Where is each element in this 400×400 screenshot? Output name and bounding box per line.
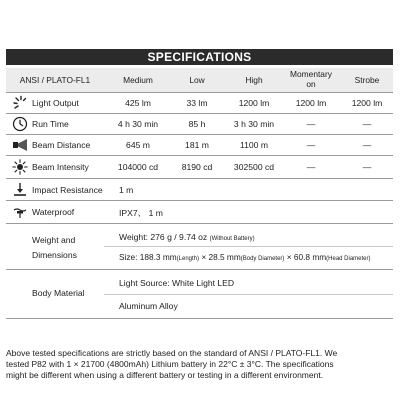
weight-line (119, 232, 255, 242)
header-standard: ANSI / PLATO-FL1 (19, 75, 91, 85)
clock-icon (12, 116, 28, 132)
footnote-line: might be different when using a different battery or testing in a different environment. (6, 370, 324, 380)
footnote-line: tested P82 with 1 × 21700 (4800mAh) Lithium battery in 22°C ± 3°C. The specifications (6, 359, 334, 369)
footnote-line: Above tested specifications are strictly based on the standard of ANSI / PLATO-FL1. We (6, 348, 338, 358)
value-cell: 1200 lm (238, 98, 270, 108)
row-beam-intensity (6, 156, 393, 178)
value-cell: 85 h (188, 119, 206, 129)
value-cell: 1200 lm (351, 98, 383, 108)
row-waterproof (6, 201, 393, 223)
size-head: × 60.8 mm (284, 252, 327, 262)
value-cell: 1200 lm (295, 98, 327, 108)
label-beam-distance: Beam Distance (32, 140, 91, 150)
size-line (119, 252, 371, 262)
value-cell: 645 m (126, 140, 150, 150)
label-light-output: Light Output (32, 98, 79, 108)
row-impact-resistance (6, 179, 393, 200)
divider (6, 318, 393, 319)
value-cell: 1100 m (239, 140, 269, 150)
size-length: Size: 188.3 mm (119, 252, 177, 262)
length-note: (Length) (176, 256, 200, 262)
value-cell: — (306, 119, 316, 129)
row-beam-distance (6, 135, 393, 155)
value-cell: 8190 cd (181, 162, 213, 172)
value-cell: — (362, 119, 372, 129)
label-beam-intensity: Beam Intensity (32, 162, 89, 172)
light-output-icon (12, 95, 28, 111)
value-cell: 425 lm (125, 98, 151, 108)
waterproof-icon (12, 204, 28, 220)
value-waterproof: IPX7、 1 m (119, 208, 163, 218)
weight-note: (Without Battery) (209, 236, 255, 242)
value-cell: 302500 cd (233, 162, 275, 172)
value-cell: 3 h 30 min (233, 119, 275, 129)
value-cell: — (362, 162, 372, 172)
value-impact-resistance: 1 m (119, 185, 134, 195)
header-medium: Medium (123, 75, 153, 85)
head-diameter-note: (Head Diameter) (326, 256, 371, 262)
header-row (6, 68, 393, 92)
footnote (6, 348, 394, 381)
size-body: × 28.5 mm (199, 252, 241, 262)
row-light-output (6, 93, 393, 113)
header-high: High (245, 75, 263, 85)
label-weight-dimensions-line1: Weight and (32, 235, 76, 245)
light-source-value: Light Source: White Light LED (119, 278, 235, 288)
value-cell: 4 h 30 min (117, 119, 159, 129)
label-run-time: Run Time (32, 119, 69, 129)
specifications-title: SPECIFICATIONS (6, 49, 393, 65)
value-cell: — (362, 140, 372, 150)
value-cell: 104000 cd (117, 162, 159, 172)
label-body-material: Body Material (32, 288, 85, 298)
label-impact-resistance: Impact Resistance (32, 185, 103, 195)
weight-value: Weight: 276 g / 9.74 oz (119, 232, 208, 242)
body-diameter-note: (Body Diameter) (240, 256, 285, 262)
value-cell: 181 m (185, 140, 209, 150)
header-low: Low (189, 75, 205, 85)
beam-intensity-icon (12, 159, 28, 175)
label-waterproof: Waterproof (32, 207, 75, 217)
header-strobe: Strobe (354, 75, 380, 85)
impact-icon (12, 181, 28, 197)
inner-divider (104, 294, 393, 295)
value-cell: — (306, 140, 316, 150)
value-cell: — (306, 162, 316, 172)
material-value: Aluminum Alloy (119, 301, 178, 311)
row-run-time (6, 114, 393, 134)
value-cell: 33 lm (186, 98, 208, 108)
header-momentary: Momentary on (290, 69, 332, 89)
inner-divider (104, 246, 393, 247)
label-weight-dimensions-line2: Dimensions (32, 250, 77, 260)
beam-distance-icon (12, 137, 28, 153)
